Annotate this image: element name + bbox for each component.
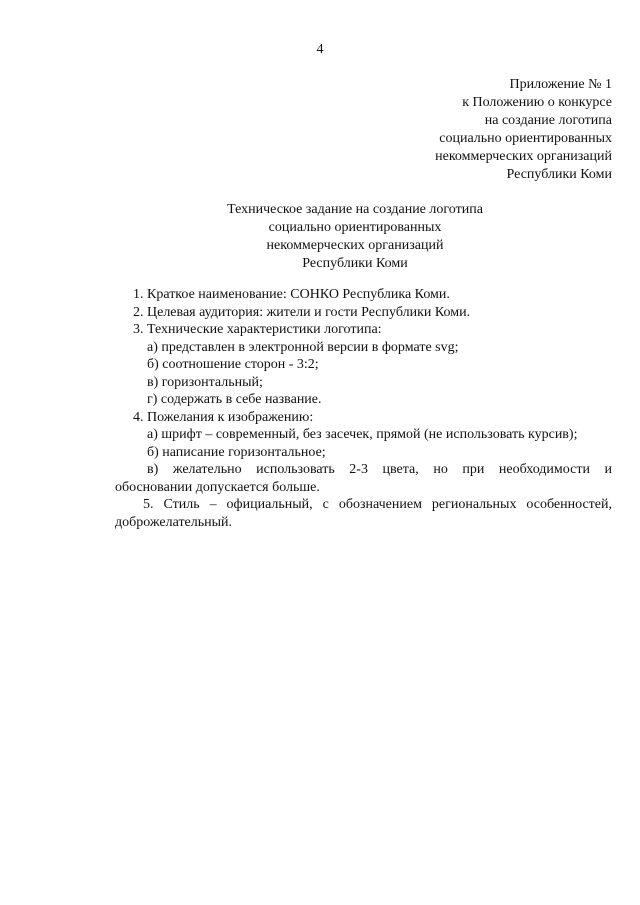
list-item-image-wishes: 4. Пожелания к изображению: — [133, 409, 314, 425]
sub-item-format: а) представлен в электронной версии в формате svg; — [147, 339, 459, 355]
appendix-line: Республики Коми — [506, 167, 612, 182]
sub-item-colors-continued: обосновании допускается больше. — [115, 479, 320, 495]
document-title — [200, 201, 510, 273]
appendix-header — [372, 76, 612, 184]
appendix-line: некоммерческих организаций — [435, 149, 612, 164]
title-line: социально ориентированных — [268, 220, 442, 235]
list-item-style: 5. Стиль – официальный, с обозначением региональных особенностей, — [143, 497, 612, 512]
title-line: Техническое задание на создание логотипа — [227, 202, 483, 217]
sub-item-font: а) шрифт – современный, без засечек, прямой (не использовать курсив); — [147, 427, 578, 442]
appendix-line: Приложение № 1 — [509, 77, 612, 92]
list-item-technical-specs: 3. Технические характеристики логотипа: — [133, 322, 382, 337]
sub-item-horizontal: в) горизонтальный; — [147, 374, 263, 390]
sub-item-colors: в) желательно использовать 2-3 цвета, но при необходимости и — [147, 462, 612, 477]
sub-item-name: г) содержать в себе название. — [147, 392, 322, 407]
list-item-short-name: 1. Краткое наименование: СОНКО Республика Коми. — [133, 287, 450, 302]
appendix-line: социально ориентированных — [439, 131, 612, 146]
title-line: некоммерческих организаций — [266, 238, 444, 253]
requirements-list — [115, 286, 612, 531]
list-item-style-continued: доброжелательный. — [115, 514, 233, 530]
sub-item-aspect-ratio: б) соотношение сторон - 3:2; — [147, 357, 319, 372]
sub-item-writing: б) написание горизонтальное; — [147, 444, 326, 460]
title-line: Республики Коми — [302, 256, 408, 271]
appendix-line: на создание логотипа — [484, 113, 612, 128]
list-item-target-audience: 2. Целевая аудитория: жители и гости Республики Коми. — [133, 304, 471, 320]
page-number: 4 — [316, 42, 324, 57]
appendix-line: к Положению о конкурсе — [462, 95, 612, 110]
